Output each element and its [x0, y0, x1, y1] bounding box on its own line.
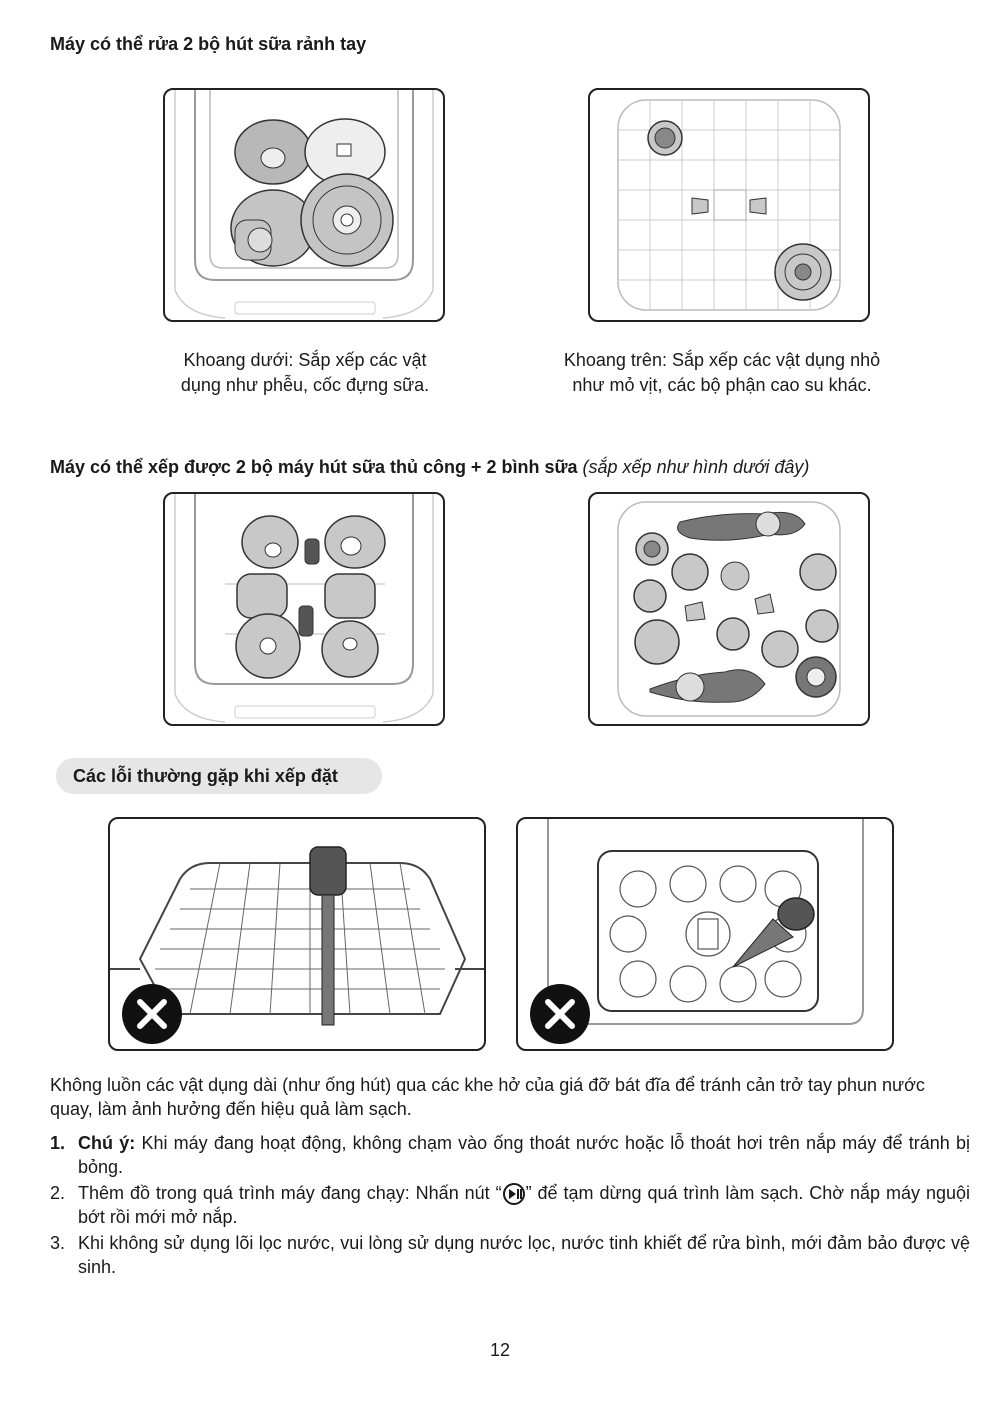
note-text-before: Thêm đồ trong quá trình máy đang chạy: Nhấn nút “ — [78, 1183, 502, 1203]
note-number: 3. — [50, 1233, 66, 1254]
section2-heading — [50, 457, 809, 478]
error-warning-paragraph: Không luồn các vật dụng dài (như ống hút) qua các khe hở của giá đỡ bát đĩa để tránh cản trở tay phun nước quay, làm ảnh hưởng đến hiệu quả làm sạch. — [50, 1075, 925, 1119]
error-item-in-rack-gap-illustration — [516, 817, 894, 1051]
section2-heading-bold: Máy có thể xếp được 2 bộ máy hút sữa thủ công + 2 bình sữa — [50, 457, 578, 477]
error-x-icon — [122, 984, 182, 1044]
section2-heading-italic: (sắp xếp như hình dưới đây) — [582, 457, 810, 477]
lower-chamber-bottles-illustration — [163, 492, 445, 726]
common-errors-label: Các lỗi thường gặp khi xếp đặt — [56, 758, 382, 794]
note-item-2 — [50, 1181, 970, 1229]
note-number: 1. — [50, 1133, 66, 1153]
note-text-after: ” để tạm dừng quá trình làm sạch. Chờ nắp máy nguội bớt rồi mới mở nắp. — [78, 1183, 970, 1228]
error-straw-through-rack-illustration — [108, 817, 486, 1051]
lower-chamber-illustration — [163, 88, 445, 322]
page-number: 12 — [489, 1340, 511, 1360]
play-pause-icon — [503, 1183, 525, 1205]
error-x-icon — [530, 984, 590, 1044]
note-item-1 — [50, 1131, 970, 1179]
upper-rack-illustration — [588, 88, 870, 322]
note-label: Chú ý: — [78, 1133, 136, 1153]
note-number: 2. — [50, 1183, 66, 1203]
note-item-3 — [50, 1231, 970, 1279]
section1-heading: Máy có thể rửa 2 bộ hút sữa rảnh tay — [50, 34, 367, 54]
upper-rack-parts-illustration — [588, 492, 870, 726]
note-text: Khi máy đang hoạt động, không chạm vào ống thoát nước hoặc lỗ thoát hơi trên nắp máy để tránh bị bỏng. — [78, 1133, 970, 1177]
lower-chamber-caption: Khoang dưới: Sắp xếp các vật dụng như phễu, cốc đựng sữa. — [180, 350, 430, 395]
note-text: Khi không sử dụng lõi lọc nước, vui lòng sử dụng nước lọc, nước tinh khiết để rửa bình, mới đảm bảo được vệ sinh. — [78, 1233, 970, 1278]
notes-list — [50, 1131, 970, 1279]
upper-chamber-caption: Khoang trên: Sắp xếp các vật dụng nhỏ như mỏ vịt, các bộ phận cao su khác. — [563, 350, 881, 395]
